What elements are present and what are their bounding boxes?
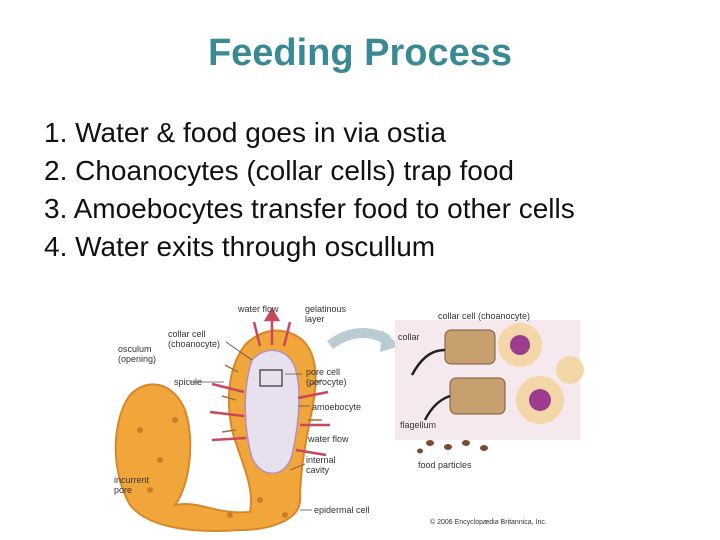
sponge-pore [137,427,143,433]
label-osculum: osculum (opening) [118,344,157,364]
inset-choanocyte-collar [450,378,505,414]
label-inset-collar-cell: collar cell (choanocyte) [438,311,531,321]
magnify-arrow [330,333,388,345]
sponge-pore [172,417,178,423]
label-pore-cell: pore cell (porocyte) [306,367,347,387]
copyright-text: © 2006 Encyclopædia Britannica, Inc. [430,519,547,526]
feeding-steps-list [44,114,575,266]
step-item: 1. Water & food goes in via ostia [44,117,447,148]
choanocyte-inset [395,320,584,454]
label-amoebocyte: amoebocyte [312,402,362,412]
sponge-internal-cavity [245,350,299,473]
label-collar: collar [398,332,420,342]
inset-cell-nucleus [510,335,530,355]
inset-choanocyte-collar [445,330,495,364]
food-particle [444,444,452,450]
sponge-pore [282,512,288,518]
label-incurrent-pore: incurrent pore [114,475,150,495]
label-food-particles: food particles [418,460,472,470]
label-gelatinous-layer: gelatinous layer [305,304,347,324]
sponge-pore [257,497,263,503]
sponge-pore [227,512,233,518]
food-particle [426,440,434,446]
sponge-pore [147,487,153,493]
step-item: 2. Choanocytes (collar cells) trap food [44,155,514,186]
food-particle [480,445,488,451]
slide-title: Feeding Process [207,32,513,74]
sponge-anatomy-diagram [0,300,720,540]
label-internal-cavity: internal cavity [306,455,336,475]
label-collar-cell: collar cell (choanocyte) [168,329,221,349]
label-spicule: spicule [174,377,203,387]
step-item: 4. Water exits through oscullum [44,231,436,262]
label-water-flow-mid: water flow [308,434,349,444]
inset-cell-nucleus [529,389,551,411]
inset-cell [556,356,584,384]
food-particle [417,449,423,454]
step-item: 3. Amoebocytes transfer food to other cells [44,193,575,224]
label-flagellum: flagellum [400,420,437,430]
label-epidermal-cell: epidermal cell [314,505,370,515]
food-particle [462,440,470,446]
label-water-flow-top: water flow [238,304,279,314]
sponge-pore [157,457,163,463]
